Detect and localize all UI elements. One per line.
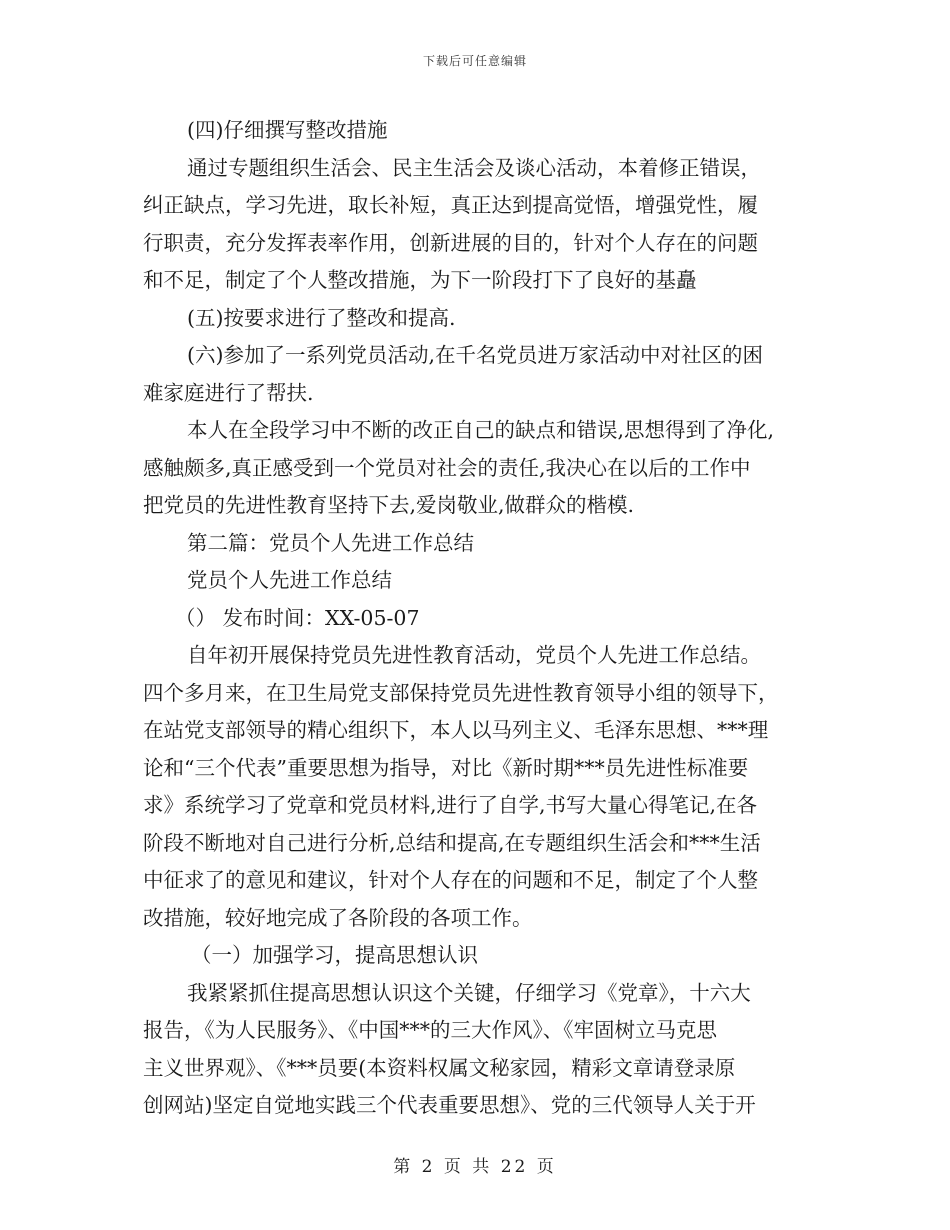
paragraph-line: 感触颇多,真正感受到一个党员对社会的责任,我决心在以后的工作中 (143, 455, 751, 480)
page-header: 下载后可任意编辑 (422, 54, 527, 68)
page-footer: 第 2 页 共 22 页 (393, 1157, 557, 1177)
paragraph-line: 自年初开展保持党员先进性教育活动，党员个人先进工作总结。 (187, 643, 761, 667)
paragraph-line: 纠正缺点，学习先进，取长补短，真正达到提高觉悟，增强党性，履 (143, 193, 758, 217)
paragraph-line: 通过专题组织生活会、民主生活会及谈心活动，本着修正错误， (187, 155, 761, 180)
section-heading: (四)仔细撰写整改措施 (187, 118, 388, 142)
paragraph-line: 改措施，较好地完成了各阶段的各项工作。 (143, 905, 533, 930)
paragraph-line: 行职责，充分发挥表率作用，创新进展的目的，针对个人存在的问题 (143, 230, 758, 255)
paragraph-line: 我紧紧抓住提高思想认识这个关键，仔细学习《党章》，十六大 (187, 980, 751, 1005)
paragraph-line: 创网站)坚定自觉地实践三个代表重要思想》、党的三代领导人关于开 (143, 1093, 756, 1117)
paragraph-line: 在站党支部领导的精心组织下，本人以马列主义、毛泽东思想、***理 (143, 718, 769, 742)
paragraph-line: 把党员的先进性教育坚持下去,爱岗敬业,做群众的楷模. (143, 493, 635, 517)
chapter-title: 第二篇：党员个人先进工作总结 (187, 530, 474, 555)
paragraph-line: 四个多月来，在卫生局党支部保持党员先进性教育领导小组的领导下， (143, 680, 779, 705)
paragraph-line: 阶段不断地对自己进行分析,总结和提高,在专题组织生活会和***生活 (143, 830, 761, 855)
paragraph-line: 难家庭进行了帮扶. (143, 380, 314, 405)
paragraph-line: 报告，《为人民服务》、《中国***的三大作风》、《牢固树立马克思 (143, 1018, 717, 1042)
paragraph-line: 和不足，制定了个人整改措施，为下一阶段打下了良好的基矗 (143, 268, 697, 292)
paragraph-line: 中征求了的意见和建议，针对个人存在的问题和不足，制定了个人整 (143, 868, 758, 892)
document-body (143, 112, 823, 1125)
paragraph-line: 本人在全段学习中不断的改正自己的缺点和错误,思想得到了净化, (187, 418, 775, 442)
section-heading: (六)参加了一系列党员活动,在千名党员进万家活动中对社区的困 (187, 343, 764, 367)
paragraph-line: 主义世界观》、《***员要(本资料权属文秘家园，精彩文章请登录原 (143, 1055, 736, 1080)
paragraph-line: 求》系统学习了党章和党员材料,进行了自学,书写大量心得笔记,在各 (143, 793, 758, 817)
paragraph-line: 论和“三个代表”重要思想为指导，对比《新时期***员先进性标准要 (143, 755, 749, 780)
article-title: 党员个人先进工作总结 (187, 568, 392, 592)
publish-date: （） 发布时间：XX-05-07 (175, 605, 420, 630)
section-heading: （一）加强学习，提高思想认识 (191, 943, 478, 967)
section-heading: (五)按要求进行了整改和提高. (187, 305, 456, 330)
